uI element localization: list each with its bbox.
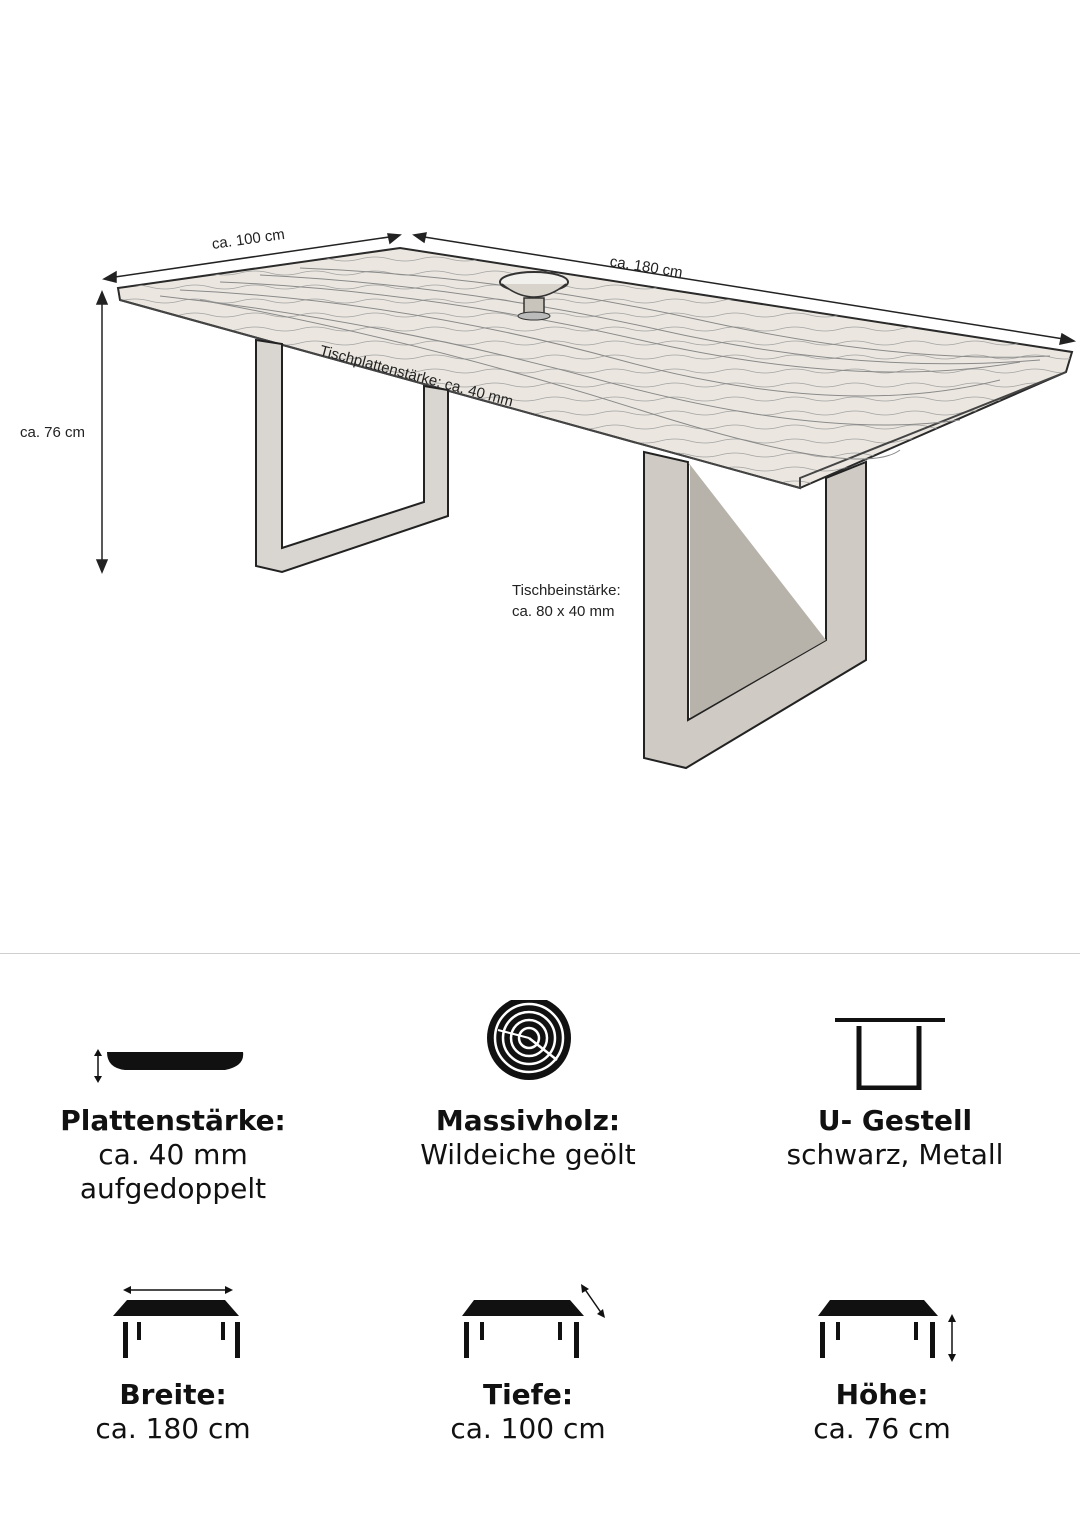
feature-line: schwarz, Metall (786, 1138, 1004, 1171)
feature-line: Wildeiche geölt (420, 1138, 636, 1171)
section-divider (0, 953, 1080, 954)
feature-title: Massivholz: (435, 1104, 621, 1137)
feature-title: U- Gestell (817, 1104, 973, 1137)
tree-rings-icon (358, 1000, 698, 1090)
feature-width (3, 1272, 343, 1452)
feature-depth (358, 1272, 698, 1452)
feature-line: ca. 76 cm (813, 1412, 951, 1445)
table-width-icon (3, 1272, 343, 1362)
feature-plate-thickness (3, 1000, 343, 1210)
plate-thickness-icon (3, 1000, 343, 1090)
front-right-leg (644, 452, 866, 768)
height-dimension-label: ca. 76 cm (20, 424, 86, 441)
feature-line: aufgedoppelt (79, 1172, 267, 1205)
feature-title: Höhe: (835, 1378, 929, 1411)
feature-line: ca. 180 cm (95, 1412, 251, 1445)
length-dimension-label: ca. 180 cm (608, 253, 684, 282)
table-height-icon (712, 1272, 1052, 1362)
feature-line: ca. 40 mm (98, 1138, 248, 1171)
feature-solid-wood (358, 1000, 698, 1180)
width-dimension-label: ca. 100 cm (210, 225, 286, 253)
feature-title: Breite: (119, 1378, 227, 1411)
leg-thickness-label-line1: Tischbeinstärke: (512, 582, 621, 599)
feature-u-frame (725, 1000, 1065, 1180)
feature-line: ca. 100 cm (450, 1412, 606, 1445)
top-thickness-label: Tischplattenstärke: ca. 40 mm (317, 342, 515, 411)
leg-thickness-label-line2: ca. 80 x 40 mm (512, 603, 615, 620)
feature-height (712, 1272, 1052, 1452)
feature-title: Plattenstärke: (60, 1104, 286, 1137)
feature-title: Tiefe: (482, 1378, 574, 1411)
table-depth-icon (358, 1272, 698, 1362)
u-frame-icon (725, 1000, 1065, 1090)
